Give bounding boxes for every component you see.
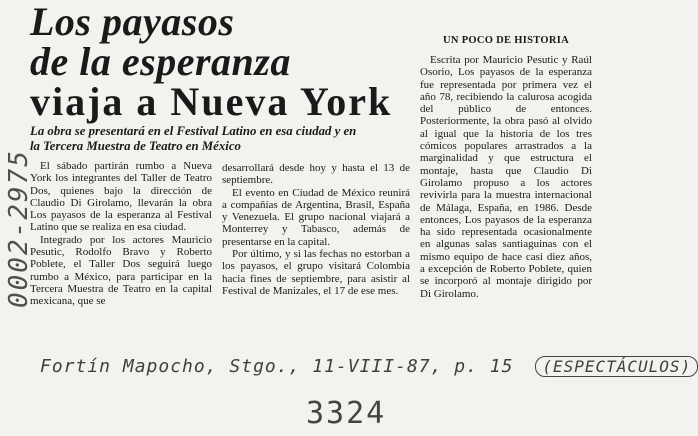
article-column-3 (420, 54, 592, 300)
category-stamp: (ESPECTÁCULOS) (535, 356, 698, 377)
source-citation: Fortín Mapocho, Stgo., 11-VIII-87, p. 15 (40, 356, 514, 377)
col2-paragraph-2: El evento en Ciudad de México reunirá a compañías de Argentina, Brasil, España y Venezuela. El grupo nacional viajará a Monterrey y Tabasco, además de presentarse en la capital. (222, 186, 410, 248)
archive-number-handwritten: 3324 (306, 396, 387, 431)
archive-code-handwritten: 0002-2975 (4, 149, 34, 308)
category-label: ESPECTÁCULOS (552, 357, 681, 376)
headline-line-2: de la esperanza (30, 39, 291, 84)
headline-line-3: viaja a Nueva York (30, 79, 393, 124)
col2-paragraph-1: desarrollará desde hoy y hasta el 13 de septiembre. (222, 162, 410, 187)
article-column-1 (30, 160, 212, 308)
handwritten-source-annotation (40, 356, 692, 377)
headline-line-1: Los payasos (30, 0, 235, 44)
article-column-2 (222, 162, 410, 297)
col1-paragraph-2: Integrado por los actores Mauricio Pesutic, Rodolfo Bravo y Roberto Poblete, el Taller Dos seguirá luego rumbo a México, para participar en la Tercera Muestra de Teatro en la capital mexicana, que se (30, 233, 212, 308)
col3-paragraph-1: Escrita por Mauricio Pesutic y Raúl Osorio, Los payasos de la esperanza fue representada por primera vez el año 78, recibiendo la calurosa acogida del público de entonces. Posteriormente, la obra pasó al olvido al igual que la historia de los tres cómicos populares arrastrados a la marginalidad y que estructura el montaje, hasta que Claudio Di Girolamo propuso a los actores revivirla para la muestra internacional de Málaga, España, en 1986. Desde entonces, Los payasos de la esperanza ha sido representada ocasionalmente en algunas salas santiaguinas con el mismo equipo de hace casi diez años, a excepción de Roberto Poblete, quien se incorporó al montaje dirigido por Di Girolamo. (420, 54, 592, 300)
subheadline: La obra se presentará en el Festival Latino en esa ciudad y en la Tercera Muestra de Teatro en México (30, 124, 357, 153)
col2-paragraph-3: Por último, y si las fechas no estorban a los payasos, el grupo visitará Colombia hacia fines de septiembre, para asistir al Festival de Manizales, el 17 de ese mes. (222, 248, 410, 297)
col1-paragraph-1: El sábado partirán rumbo a Nueva York los integrantes del Taller de Teatro Dos, quienes bajo la dirección de Claudio Di Girolamo, llevarán la obra Los payasos de la esperanza al Festival Latino que se realiza en esa ciudad. (30, 160, 212, 234)
headline (30, 2, 420, 122)
sidebar-section-title: UN POCO DE HISTORIA (443, 35, 569, 46)
